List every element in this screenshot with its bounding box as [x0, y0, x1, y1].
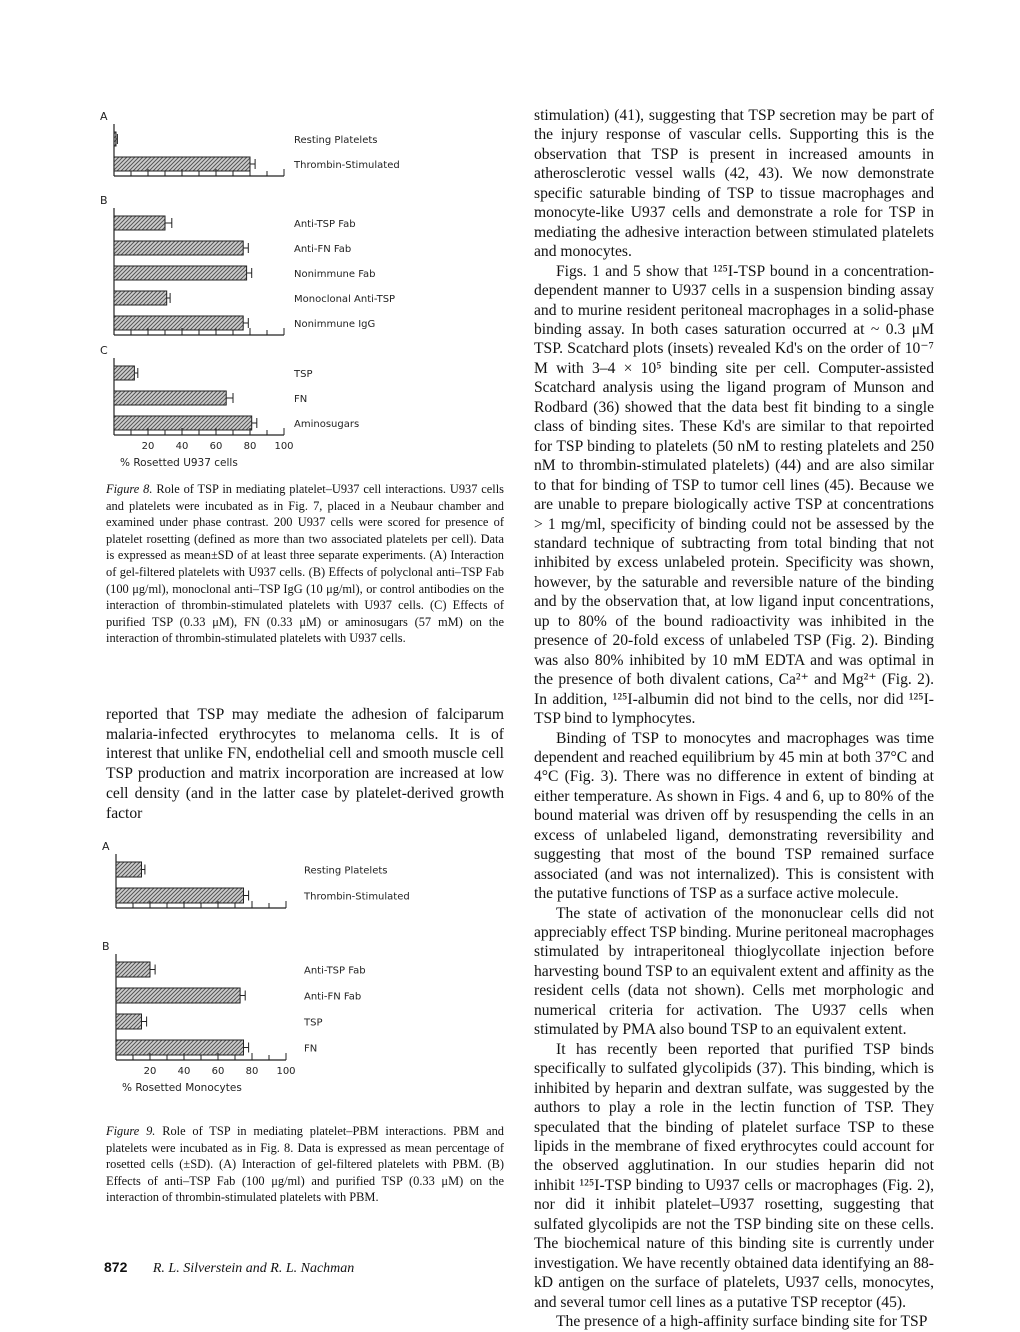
- bar: [114, 391, 226, 405]
- bar: [114, 216, 165, 230]
- bar-label: Anti-TSP Fab: [304, 965, 366, 977]
- page-footer: [104, 1259, 354, 1277]
- bar-label: Anti-TSP Fab: [294, 219, 356, 230]
- bar: [116, 1014, 142, 1029]
- bar-label: FN: [294, 394, 308, 405]
- bar-label: Aminosugars: [294, 419, 360, 430]
- bar-label: Thrombin-Stimulated: [294, 160, 400, 171]
- panel-label: B: [100, 194, 108, 207]
- figure-9-chart: [96, 826, 416, 1112]
- left-column-body-text: reported that TSP may mediate the adhesion of falciparum malaria-infected erythrocytes to melanoma cells. It is of interest that unlike FN, endothelial cell and smooth muscle cell TSP production and matrix incorporation are increased at low cell density (and in the latter case by platelet-derived growth factor: [106, 706, 504, 822]
- bar-label: FN: [304, 1043, 318, 1055]
- figure-9-caption: [106, 1123, 504, 1206]
- x-tick-label: 40: [177, 1066, 191, 1077]
- panel-label: A: [102, 840, 110, 853]
- bar-label: Nonimmune IgG: [294, 319, 376, 330]
- x-tick-label: 60: [209, 441, 223, 452]
- x-tick-label: 40: [175, 441, 189, 452]
- bar: [114, 316, 243, 330]
- paragraph: The presence of a high-affinity surface binding site for TSP: [556, 1313, 928, 1331]
- figure-8-chart: [96, 100, 416, 472]
- page-number: 872: [104, 1259, 128, 1275]
- bar: [116, 862, 142, 877]
- paragraph: Figs. 1 and 5 show that ¹²⁵I-TSP bound in a concentration-dependent manner to U937 cells in a suspension binding assay and to murine resident peritoneal macrophages in a solid-phase binding assay. In both cases saturation occurred at ~ 0.3 μM TSP. Scatchard plots (insets) revealed Kd's on the order of 10⁻⁷ M with 3–4 × 10⁵ binding site per cell. Computer-assisted Scatchard analysis using the ligand program of Munson and Rodbard (36) showed that the data best fit binding to a single class of binding sites. These Kd's are similar to that repoirted for TSP binding to platelets (50 nM to resting platelets and 250 nM to thrombin-stimulated platelets) (44) and are also similar to that for binding of TSP to tumor cell lines (45). Because we are unable to prepare biologically active TSP at concentrations > 1 mg/ml, specificity of binding could not be assessed by the standard technique of subtracting from total binding that not inhibited by excess unlabeled protein. Specificity was shown, however, by the saturable and reversible nature of the binding and by the observation that, at low ligand input concentrations, up to 80% of the bound radioactivity was inhibited in the presence of 20-fold excess of unlabeled TSP (Fig. 2). Binding was also 80% inhibited by 10 mM EDTA and was optimal in the presence of both divalent cations, Ca²⁺ and Mg²⁺ (Fig. 2). In addition, ¹²⁵I-albumin did not bind to the cells, nor did ¹²⁵I-TSP bind to lymphocytes.: [534, 262, 934, 728]
- bar-label: Thrombin-Stimulated: [304, 891, 410, 903]
- x-axis-label: % Rosetted U937 cells: [120, 457, 238, 469]
- x-tick-label: 20: [141, 441, 155, 452]
- bar: [114, 241, 243, 255]
- panel-label: C: [100, 344, 108, 357]
- figure-9-label: Figure 9.: [106, 1124, 156, 1138]
- bar: [114, 291, 167, 305]
- bar: [116, 1040, 244, 1055]
- panel-label: B: [102, 940, 110, 953]
- bar: [114, 132, 116, 146]
- x-tick-label: 60: [211, 1066, 225, 1077]
- paragraph: It has recently been reported that purified TSP binds specifically to sulfated glycolipids (37). This binding, which is inhibited by heparin and dextran sulfate, was suggested by the authors to play a role in the lectin function of TSP. They speculated that the binding of platelet surface TSP to these lipids in the membrane of fixed erythrocytes could account for the observed agglutination. In our studies heparin did not inhibit ¹²⁵I-TSP binding to U937 cells or macrophages (Fig. 2), nor did it inhibit platelet–U937 rosetting, suggesting that sulfated glycolipids are not the TSP binding site on these cells. The biochemical nature of this binding site is currently under investigation. We have recently obtained data identifying an 88-kD antigen on the surface of platelets, U937 cells, monocytes, and several tumor cell lines as a putative TSP receptor (45).: [534, 1040, 934, 1311]
- x-tick-label: 80: [243, 441, 257, 452]
- bar-label: Resting Platelets: [304, 865, 388, 877]
- bar: [114, 416, 252, 430]
- bar-label: Anti-FN Fab: [294, 244, 352, 255]
- x-tick-label: 100: [276, 1066, 296, 1077]
- bar-label: TSP: [304, 1017, 323, 1029]
- running-authors: R. L. Silverstein and R. L. Nachman: [152, 1261, 355, 1276]
- paragraph: The state of activation of the mononuclear cells did not appreciably effect TSP binding. Murine peritoneal macrophages stimulated by intraperitoneal thioglycollate injection before harvesting bound TSP to an equivalent extent and affinity as the resident cells (data not shown). Cells met morphologic and numerical criteria for activation. The U937 cells when stimulated by PMA also bound TSP to an equivalent extent.: [534, 904, 934, 1039]
- bar: [114, 266, 247, 280]
- bar: [116, 888, 244, 903]
- figure-8-caption-text: Role of TSP in mediating platelet–U937 cell interactions. U937 cells and platelets were incubated as in Fig. 7, placed in a Neubaur chamber and examined under phase contrast. 200 U937 cells were scored for presence of platelet rosetting (defined as more than two associated platelets per cell). Data is expressed as mean±SD of at least three separate experiments. (A) Interaction of gel-filtered platelets with U937 cells. (B) Effects of polyclonal anti–TSP Fab (100 μg/ml), monoclonal anti–TSP IgG (10 μg/ml), or control antibodies on the interaction of thrombin-stimulated platelets with U937 cells. (C) Effects of purified TSP (0.33 μM), FN (0.33 μM) or aminosugars (57 mM) on the interaction of thrombin-stimulated platelets with U937 cells.: [106, 482, 504, 646]
- bar: [116, 962, 150, 977]
- bar: [116, 988, 240, 1003]
- x-tick-label: 80: [245, 1066, 259, 1077]
- figure-8-label: Figure 8.: [106, 482, 153, 496]
- x-tick-label: 100: [274, 441, 294, 452]
- bar-label: Nonimmune Fab: [294, 269, 376, 280]
- bar-label: Monoclonal Anti-TSP: [294, 294, 396, 305]
- x-tick-label: 20: [143, 1066, 157, 1077]
- bar-label: Anti-FN Fab: [304, 991, 362, 1003]
- figure-8-caption: [106, 481, 504, 647]
- bar-label: Resting Platelets: [294, 135, 378, 146]
- bar: [114, 157, 250, 171]
- figure-9-caption-text: Role of TSP in mediating platelet–PBM interactions. PBM and platelets were incubated as in Fig. 8. Data is expressed as mean percentage of rosetted cells (±SD). (A) Interaction of gel-filtered platelets with PBM. (B) Effects of anti–TSP Fab (100 μg/ml) and purified TSP (0.33 μM) on the interaction of thrombin-stimulated platelets with PBM.: [106, 1124, 505, 1205]
- right-column-body: [534, 106, 934, 1332]
- x-axis-label: % Rosetted Monocytes: [122, 1082, 242, 1094]
- paragraph: Binding of TSP to monocytes and macrophages was time dependent and reached equilibrium by 45 min at both 37°C and 4°C (Fig. 3). There was no difference in extent of binding at either temperature. As shown in Figs. 4 and 6, up to 80% of the bound material was driven off by resuspending the cells in an excess of unlabeled ligand, demonstrating reversibility and suggesting that most of the bound TSP remained surface associated (and was not internalized). This is consistent with the putative functions of TSP as a surface active molecule.: [534, 729, 934, 903]
- paragraph: stimulation) (41), suggesting that TSP secretion may be part of the injury response of vascular cells. Supporting this is the observation that TSP is present in increased amounts in atherosclerotic vessel walls (42, 43). We now demonstrate specific saturable binding of TSP to tissue macrophages and monocyte-like U937 cells and demonstrate a role for TSP in mediating the adhesive interaction between stimulated platelets and monocytes.: [534, 107, 934, 261]
- bar-label: TSP: [294, 369, 313, 380]
- bar: [114, 366, 134, 380]
- panel-label: A: [100, 110, 108, 123]
